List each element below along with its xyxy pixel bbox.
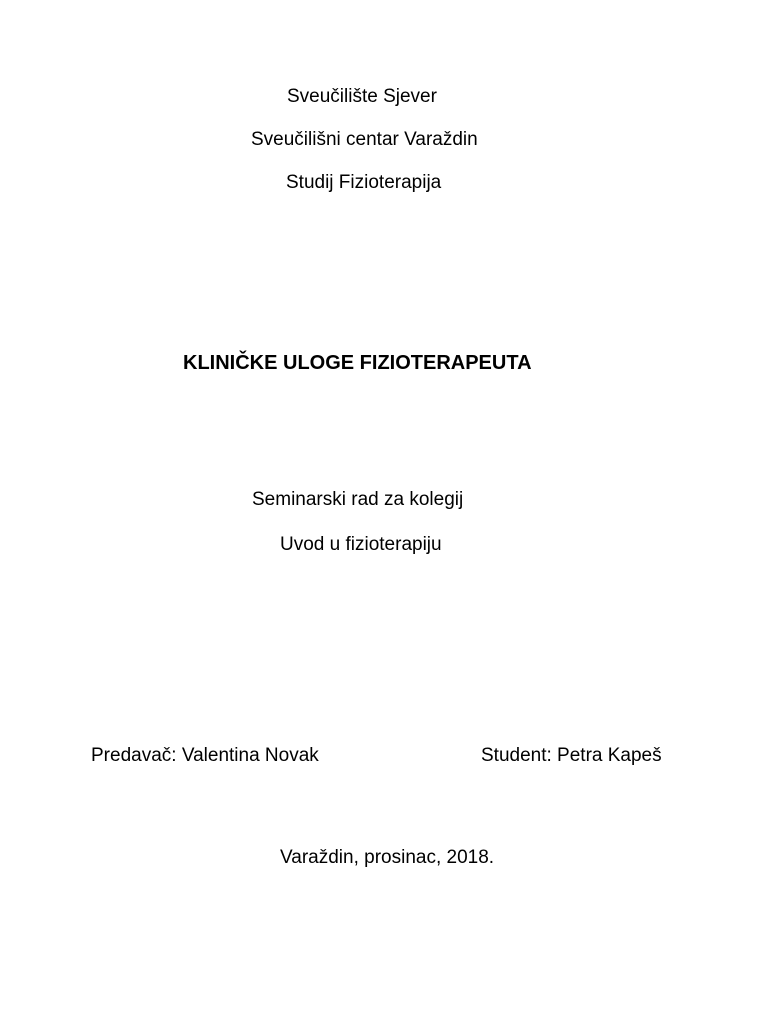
- lecturer-name: Predavač: Valentina Novak: [91, 745, 319, 766]
- university-center: Sveučilišni centar Varaždin: [251, 129, 478, 150]
- student-name: Student: Petra Kapeš: [481, 745, 662, 766]
- document-title: KLINIČKE ULOGE FIZIOTERAPEUTA: [183, 352, 532, 374]
- university-name: Sveučilište Sjever: [287, 86, 437, 107]
- place-and-date: Varaždin, prosinac, 2018.: [280, 847, 495, 868]
- study-program: Studij Fizioterapija: [286, 172, 442, 193]
- course-name: Uvod u fizioterapiju: [280, 534, 442, 555]
- seminar-label: Seminarski rad za kolegij: [252, 489, 464, 510]
